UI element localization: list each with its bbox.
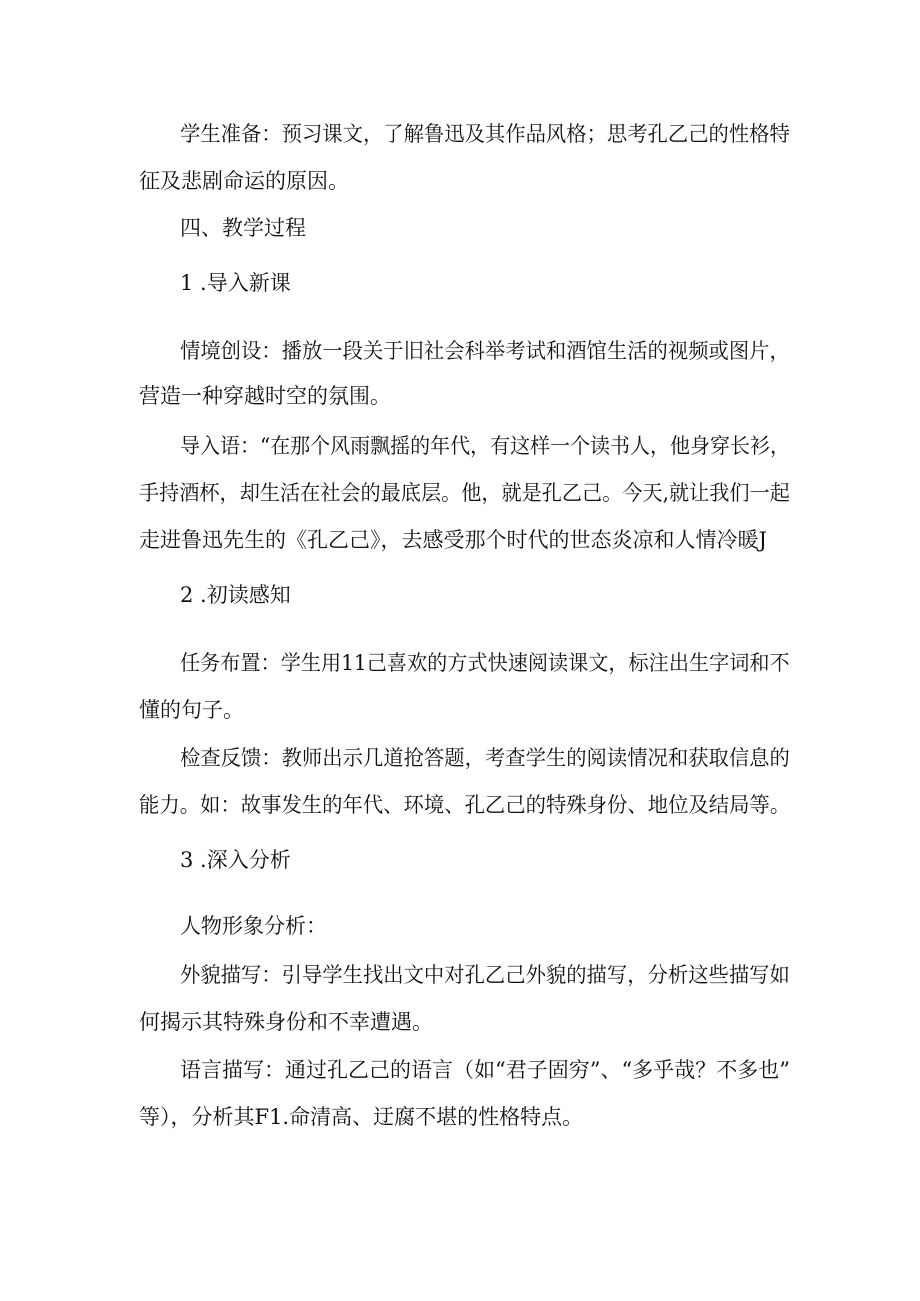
paragraph-task-line-2: 懂的句子。 (139, 698, 244, 722)
paragraph-task-line-1: 任务布置：学生用11己喜欢的方式快速阅读课文，标注出生字词和不 (180, 651, 790, 675)
subheading-deep-analysis: 3 .深入分析 (180, 848, 291, 872)
paragraph-scenario-line-1: 情境创设：播放一段关于旧社会科举考试和酒馆生活的视频或图片， (180, 339, 790, 363)
paragraph-intro-speech-line-1: 导入语：“在那个风雨飘摇的年代，有这样一个读书人，他身穿长衫， (180, 434, 790, 458)
paragraph-feedback-line-1: 检查反馈：教师出示几道抢答题，考查学生的阅读情况和获取信息的 (180, 746, 790, 770)
subheading-first-reading: 2 .初读感知 (180, 583, 291, 607)
section-heading-teaching-process: 四、教学过程 (180, 216, 306, 240)
paragraph-language-line-2: 等），分析其F1.命清高、迂腐不堪的性格特点。 (139, 1105, 584, 1129)
paragraph-language-line-1: 语言描写：通过孔乙己的语言（如“君子固穷”、“多乎哉？不多也” (180, 1058, 790, 1082)
paragraph-intro-speech-line-2: 手持酒杯，却生活在社会的最底层。他，就是孔乙己。今天,就让我们一起 (139, 481, 790, 505)
paragraph-character-analysis: 人物形象分析： (180, 914, 327, 938)
paragraph-appearance-line-2: 何揭示其特殊身份和不幸遭遇。 (139, 1010, 433, 1034)
paragraph-student-prep-line-2: 征及悲剧命运的原因。 (139, 169, 349, 193)
paragraph-intro-speech-line-3: 走进鲁迅先生的《孔乙己》，去感受那个时代的世态炎凉和人情冷暖J (139, 528, 767, 552)
paragraph-feedback-line-2: 能力。如：故事发生的年代、环境、孔乙己的特殊身份、地位及结局等。 (139, 793, 791, 817)
paragraph-scenario-line-2: 营造一种穿越时空的氛围。 (139, 384, 391, 408)
paragraph-appearance-line-1: 外貌描写：引导学生找出文中对孔乙己外貌的描写，分析这些描写如 (180, 963, 790, 987)
paragraph-student-prep-line-1: 学生准备：预习课文，了解鲁迅及其作品风格；思考孔乙己的性格特 (180, 122, 790, 146)
subheading-introduction: 1 .导入新课 (180, 271, 291, 295)
